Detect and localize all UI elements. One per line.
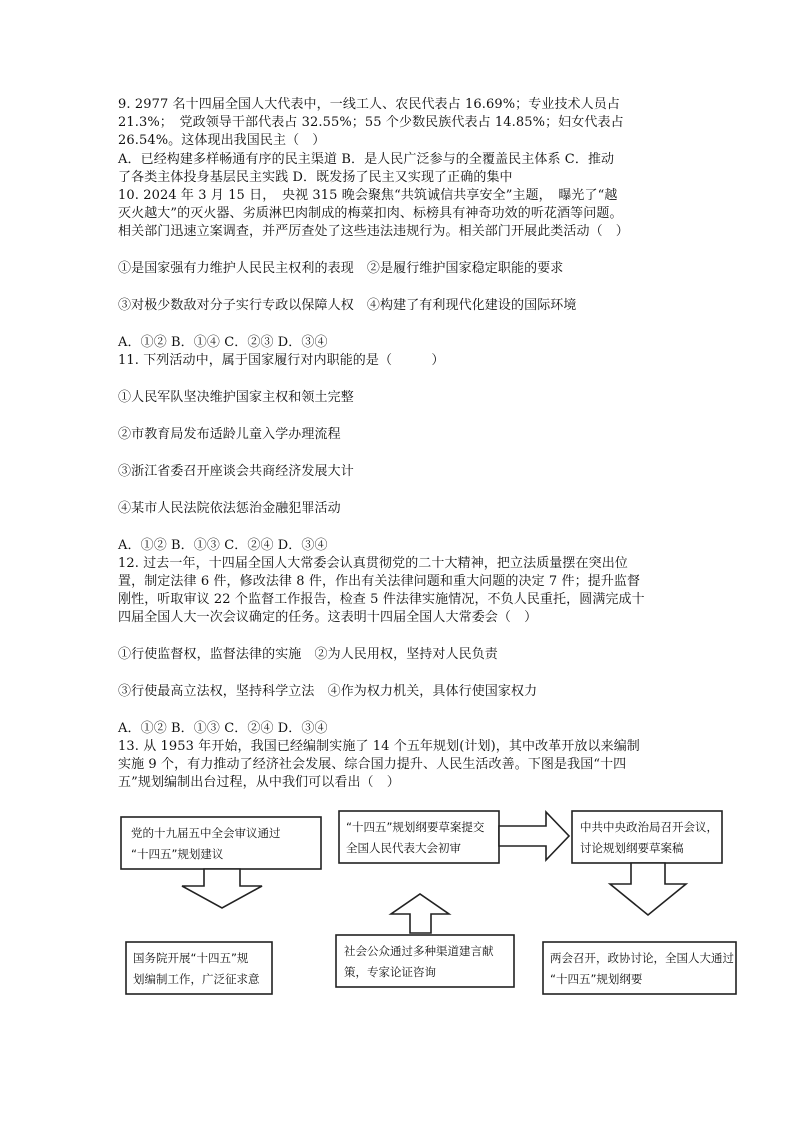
flow-box-public-input xyxy=(336,935,514,987)
flow-box6-line1: 两会召开，政协讨论，全国人大通过 xyxy=(550,951,734,965)
flow-box6-line2: “十四五”规划纲要 xyxy=(550,972,643,986)
arrow-up-icon xyxy=(391,894,449,933)
q9-stem-line2: 21.3%； 党政领导干部代表占 32.55%；55 个少数民族代表占 14.85%；妇女代表占 xyxy=(118,115,624,130)
q11-item-1: ①人民军队坚决维护国家主权和领土完整 xyxy=(118,390,354,405)
q12-stem-line2: 置，制定法律 6 件，修改法律 8 件，作出有关法律问题和重大问题的决定 7 件；提升监督 xyxy=(118,574,641,589)
q9-stem-line1: 9. 2977 名十四届全国人大代表中，一线工人、农民代表占 16.69%；专业技术人员占 xyxy=(118,97,620,112)
q13-stem-line1: 13. 从 1953 年开始，我国已经编制实施了 14 个五年规划(计划)，其中改革开放以来编制 xyxy=(118,739,640,754)
q12-item-1-2: ①行使监督权，监督法律的实施 ②为人民用权，坚持对人民负责 xyxy=(118,647,498,662)
q10-item-3-4: ③对极少数敌对分子实行专政以保障人权 ④构建了有利现代化建设的国际环境 xyxy=(118,298,577,313)
q11-item-2: ②市教育局发布适龄儿童入学办理流程 xyxy=(118,427,341,442)
q11-options: A．①② B．①③ C．②④ D．③④ xyxy=(118,538,328,553)
flow-box-suggestion xyxy=(121,817,321,869)
q9-stem-line3: 26.54%。这体现出我国民主（ ） xyxy=(118,133,326,148)
q13-stem-line3: 五”规划编制出台过程，从中我们可以看出（ ） xyxy=(118,775,400,790)
q9-options-line1: A．已经构建多样畅通有序的民主渠道 B．是人民广泛参与的全覆盖民主体系 C．推动 xyxy=(118,152,615,167)
q10-options: A．①② B．①④ C．②③ D．③④ xyxy=(118,335,328,350)
q12-stem-line4: 四届全国人大一次会议确定的任务。这表明十四届全国人大常委会（ ） xyxy=(118,610,538,625)
flow-box-state-council xyxy=(126,942,272,994)
arrow-down-left-icon xyxy=(182,869,262,908)
q12-stem-line1: 12. 过去一年，十四届全国人大常委会认真贯彻党的二十大精神，把立法质量摆在突出位 xyxy=(118,556,628,571)
q10-stem-line3: 相关部门迅速立案调查，并严厉查处了这些违法违规行为。相关部门开展此类活动（ ） xyxy=(118,224,629,239)
flow-box2-line2: 全国人民代表大会初审 xyxy=(346,841,461,855)
q10-item-1-2: ①是国家强有力维护人民民主权利的表现 ②是履行维护国家稳定职能的要求 xyxy=(118,261,564,276)
flow-box1-line2: “十四五”规划建议 xyxy=(131,847,224,861)
flow-box3-line2: 讨论规划纲要草案稿 xyxy=(580,841,684,855)
flow-box-npc-review xyxy=(339,811,499,863)
q10-stem-line1: 10. 2024 年 3 月 15 日， 央视 315 晚会聚焦“共筑诚信共享安全”主题， 曝光了“越 xyxy=(118,188,618,203)
flow-box5-line1: 社会公众通过多种渠道建言献 xyxy=(344,944,494,958)
q11-item-3: ③浙江省委召开座谈会共商经济发展大计 xyxy=(118,464,354,479)
flow-box3-line1: 中共中央政治局召开会议， xyxy=(580,820,718,834)
arrow-down-right-icon xyxy=(610,863,686,915)
flow-box-two-sessions xyxy=(543,942,736,994)
q12-stem-line3: 刚性，听取审议 22 个监督工作报告，检查 5 件法律实施情况，不负人民重托，圆满完成十 xyxy=(118,592,645,607)
q9-options-line2: 了各类主体投身基层民主实践 D．既发扬了民主又实现了正确的集中 xyxy=(118,170,513,185)
flow-box4-line1: 国务院开展“十四五”规 xyxy=(133,951,249,965)
q11-stem: 11. 下列活动中，属于国家履行对内职能的是（ ） xyxy=(118,353,445,368)
q13-stem-line2: 实施 9 个，有力推动了经济社会发展、综合国力提升、人民生活改善。下图是我国“十四 xyxy=(118,757,627,772)
flow-box5-line2: 策，专家论证咨询 xyxy=(344,965,436,979)
flow-box1-line1: 党的十九届五中全会审议通过 xyxy=(131,826,281,840)
flow-box-politburo xyxy=(572,811,722,863)
q12-options: A．①② B．①③ C．②④ D．③④ xyxy=(118,721,328,736)
flow-box2-line1: “十四五”规划纲要草案提交 xyxy=(346,820,485,834)
q12-item-3-4: ③行使最高立法权，坚持科学立法 ④作为权力机关，具体行使国家权力 xyxy=(118,684,538,699)
flow-box4-line2: 划编制工作，广泛征求意 xyxy=(133,972,260,986)
q10-stem-line2: 灭火越大”的灭火器、劣质淋巴肉制成的梅菜扣肉、标榜具有神奇功效的听花酒等问题。 xyxy=(118,206,623,221)
q11-item-4: ④某市人民法院依法惩治金融犯罪活动 xyxy=(118,501,341,516)
arrow-right-icon xyxy=(499,812,569,860)
